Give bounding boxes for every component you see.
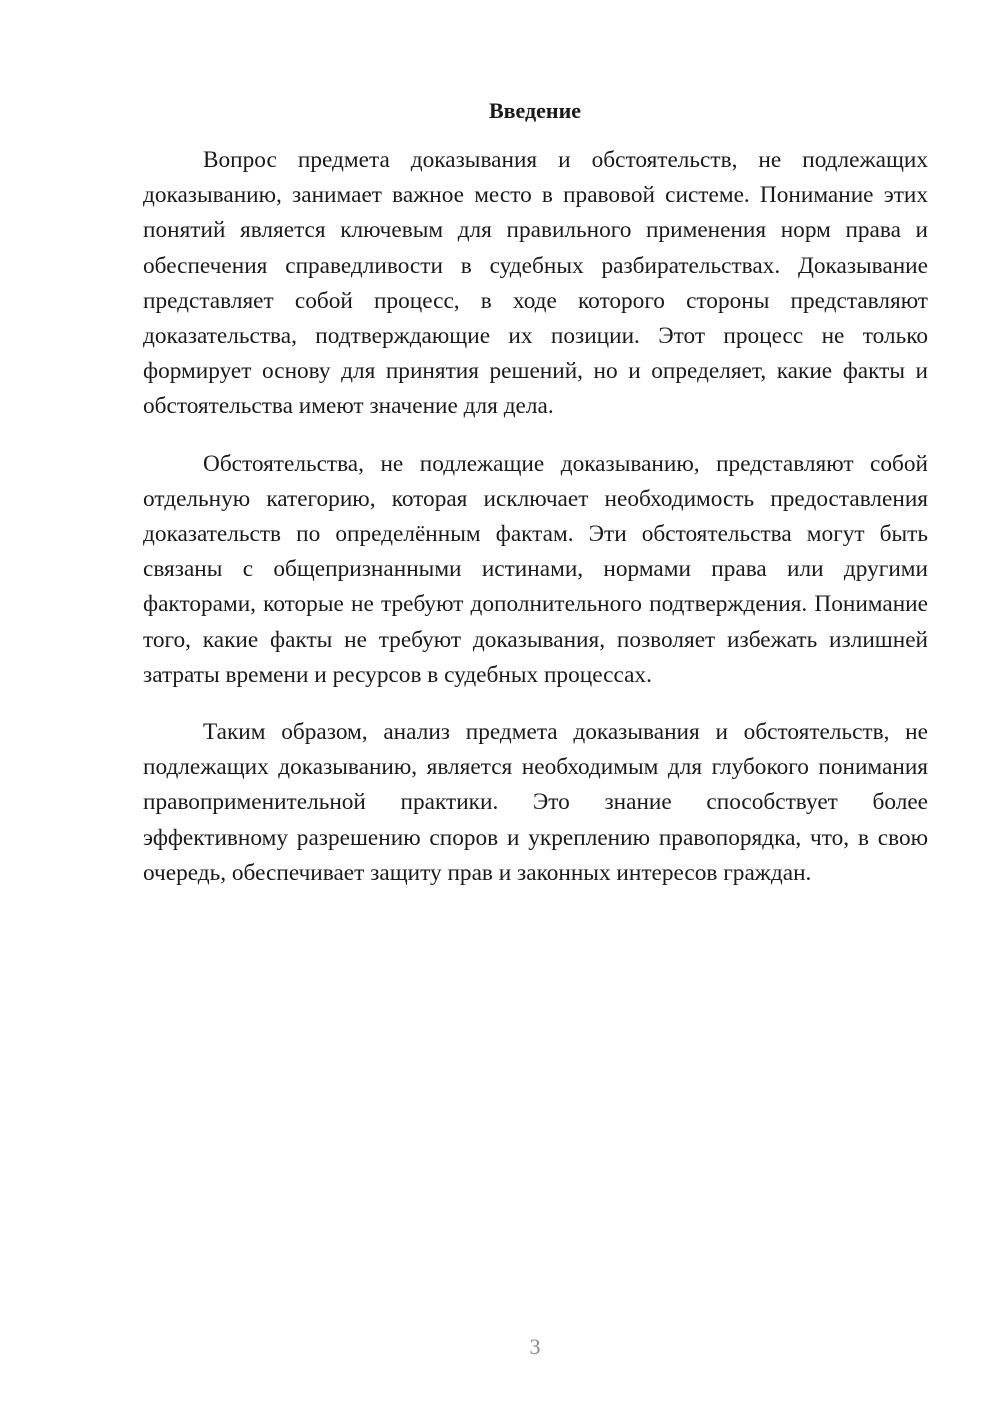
body-text <box>143 143 928 913</box>
paragraph-1: Вопрос предмета доказывания и обстоятельств, не подлежащих доказыванию, занимает важное место в правовой системе. Понимание этих понятий является ключевым для правильного применения норм права и обеспечения справедливости в судебных разбирательствах. Доказывание представляет собой процесс, в ходе которого стороны представляют доказательства, подтверждающие их позиции. Этот процесс не только формирует основу для принятия решений, но и определяет, какие факты и обстоятельства имеют значение для дела. <box>143 147 928 420</box>
section-title: Введение <box>488 98 582 123</box>
paragraph-2: Обстоятельства, не подлежащие доказыванию, представляют собой отдельную категорию, которая исключает необходимость предоставления доказательств по определённым фактам. Эти обстоятельства могут быть связаны с общепризнанными истинами, нормами права или другими факторами, которые не требуют дополнительного подтверждения. Понимание того, какие факты не требуют доказывания, позволяет избежать излишней затраты времени и ресурсов в судебных процессах. <box>143 450 928 688</box>
page-number: 3 <box>529 1334 541 1359</box>
paragraph-3: Таким образом, анализ предмета доказывания и обстоятельств, не подлежащих доказыванию, является необходимым для глубокого понимания правоприменительной практики. Это знание способствует более эффективному разрешению споров и укреплению правопорядка, что, в свою очередь, обеспечивает защиту прав и законных интересов граждан. <box>143 719 928 886</box>
